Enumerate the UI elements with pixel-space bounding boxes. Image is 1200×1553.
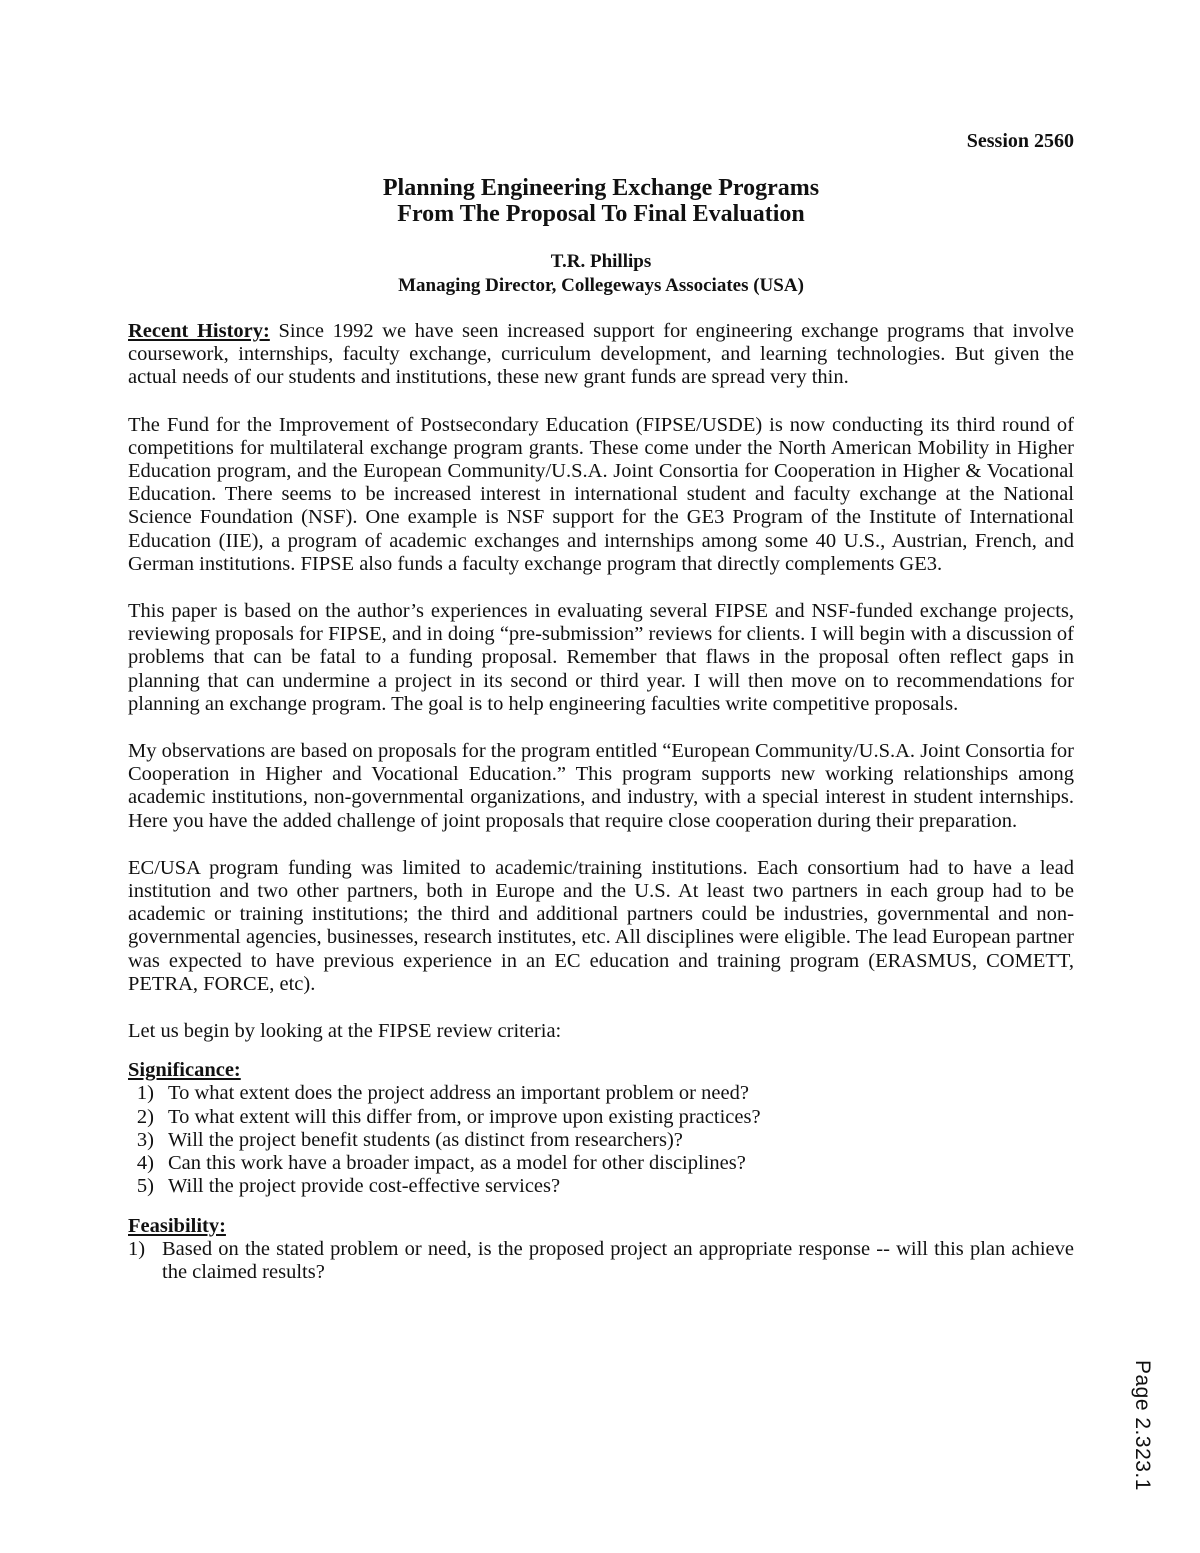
author-affiliation: Managing Director, Collegeways Associates (USA) bbox=[398, 275, 804, 296]
significance-list bbox=[128, 1082, 1074, 1198]
list-item bbox=[128, 1152, 1074, 1175]
paragraph-fipse: The Fund for the Improvement of Postsecondary Education (FIPSE/USDE) is now conducting its third round of competitions for multilateral exchange program grants. These come under the North American Mobility in Higher Education program, and the European Community/U.S.A. Joint Consortia for Cooperation in Higher & Vocational Education. There seems to be increased interest in international student and faculty exchange at the National Science Foundation (NSF). One example is NSF support for the GE3 Program of the Institute of International Education (IIE), a program of academic exchanges and internships among some 40 U.S., Austrian, French, and German institutions. FIPSE also funds a faculty exchange program that directly complements GE3. bbox=[128, 413, 1074, 575]
item-text: Will the project provide cost-effective services? bbox=[168, 1175, 561, 1198]
item-text: Can this work have a broader impact, as a model for other disciplines? bbox=[168, 1152, 746, 1175]
paper-body bbox=[128, 320, 1074, 1300]
significance-heading: Significance: bbox=[128, 1059, 241, 1082]
item-text: Will the project benefit students (as distinct from researchers)? bbox=[168, 1128, 683, 1151]
item-text: To what extent will this differ from, or improve upon existing practices? bbox=[168, 1105, 761, 1128]
list-item bbox=[128, 1238, 1074, 1284]
item-number: 4) bbox=[136, 1152, 154, 1175]
paragraph-recent-history bbox=[128, 320, 1074, 390]
recent-history-label: Recent History: bbox=[128, 320, 270, 342]
page-number: Page 2.323.1 bbox=[1131, 1360, 1154, 1491]
list-item bbox=[128, 1082, 1074, 1105]
paragraph-review-criteria-intro: Let us begin by looking at the FIPSE review criteria: bbox=[128, 1020, 562, 1043]
item-number: 3) bbox=[136, 1128, 154, 1151]
item-number: 2) bbox=[136, 1105, 154, 1128]
item-number: 1) bbox=[128, 1237, 146, 1260]
session-label: Session 2560 bbox=[966, 130, 1074, 152]
list-item bbox=[128, 1106, 1074, 1129]
paragraph-observations: My observations are based on proposals for the program entitled “European Community/U.S.A. Joint Consortia for Cooperation in Higher and Vocational Education.” This program supports new working relationships among academic institutions, non-governmental organizations, and industry, with a special interest in student internships. Here you have the added challenge of joint proposals that require close cooperation during their preparation. bbox=[128, 740, 1074, 832]
list-item bbox=[128, 1175, 1074, 1198]
paragraph-ec-usa-funding: EC/USA program funding was limited to academic/training institutions. Each consortium had to have a lead institution and two other partners, both in Europe and the U.S. At least two partners in each group had to be academic or training institutions; the third and additional partners could be industries, governmental and non-governmental agencies, businesses, research institutes, etc. All disciplines were eligible. The lead European partner was expected to have previous experience in an EC education and training program (ERASMUS, COMETT, PETRA, FORCE, etc). bbox=[128, 856, 1074, 995]
title-line-2: From The Proposal To Final Evaluation bbox=[397, 201, 805, 227]
item-text: Based on the stated problem or need, is the proposed project an appropriate response -- will this plan achieve the claimed results? bbox=[162, 1237, 1074, 1283]
author-name: T.R. Phillips bbox=[550, 251, 652, 272]
list-item bbox=[128, 1129, 1074, 1152]
item-number: 5) bbox=[136, 1175, 154, 1198]
item-number: 1) bbox=[136, 1082, 154, 1105]
author-block bbox=[128, 250, 1074, 298]
feasibility-heading: Feasibility: bbox=[128, 1214, 226, 1237]
title-line-1: Planning Engineering Exchange Programs bbox=[382, 175, 820, 201]
recent-history-text: Since 1992 we have seen increased support for engineering exchange programs that involve coursework, internships, faculty exchange, curriculum development, and learning technologies. But given the actual needs of our students and institutions, these new grant funds are spread very thin. bbox=[128, 320, 1075, 389]
paper-title bbox=[128, 175, 1074, 227]
paragraph-paper-basis: This paper is based on the author’s experiences in evaluating several FIPSE and NSF-funded exchange projects, reviewing proposals for FIPSE, and in doing “pre-submission” reviews for clients. I will begin with a discussion of problems that can be fatal to a funding proposal. Remember that flaws in the proposal often reflect gaps in planning that can undermine a project in its second or third year. I will then move on to recommendations for planning an exchange program. The goal is to help engineering faculties write competitive proposals. bbox=[128, 600, 1074, 715]
item-text: To what extent does the project address an important problem or need? bbox=[168, 1082, 749, 1105]
feasibility-list bbox=[128, 1238, 1074, 1284]
